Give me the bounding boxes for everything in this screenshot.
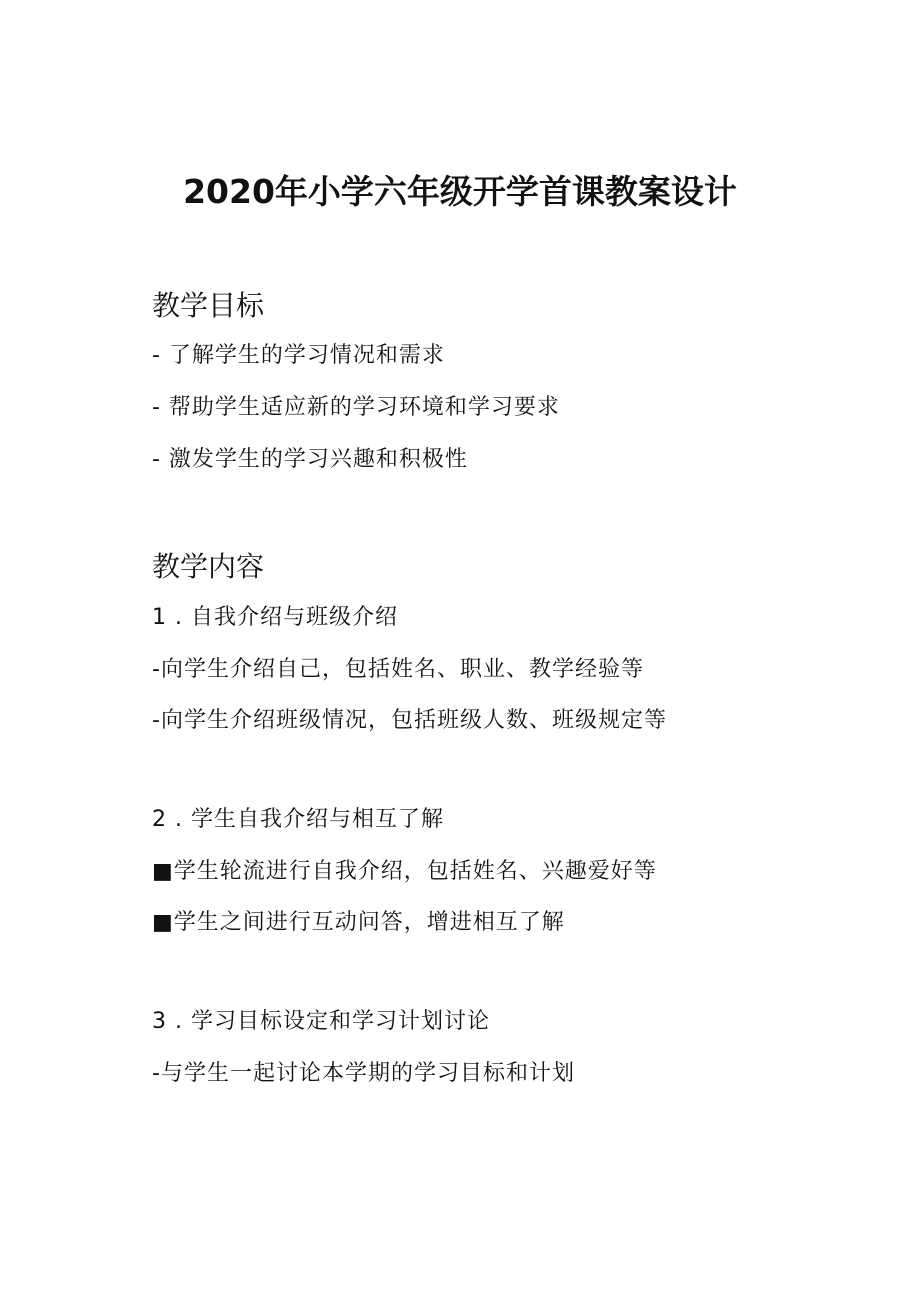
content-step-heading: 3 . 学习目标设定和学习计划讨论 — [152, 1009, 490, 1034]
content-item: ■学生轮流进行自我介绍，包括姓名、兴趣爱好等 — [152, 859, 657, 884]
section-heading-objectives: 教学目标 — [152, 289, 265, 322]
content-item: ■学生之间进行互动问答，增进相互了解 — [152, 910, 565, 935]
objective-item: - 激发学生的学习兴趣和积极性 — [152, 447, 468, 472]
content-item: -与学生一起讨论本学期的学习目标和计划 — [152, 1061, 575, 1086]
content-item: -向学生介绍班级情况，包括班级人数、班级规定等 — [152, 708, 667, 733]
objective-item: - 帮助学生适应新的学习环境和学习要求 — [152, 395, 560, 420]
content-step-heading: 1 . 自我介绍与班级介绍 — [152, 605, 398, 630]
content-step-heading: 2 . 学生自我介绍与相互了解 — [152, 807, 444, 832]
section-heading-content: 教学内容 — [152, 550, 265, 583]
page-title: 2020年小学六年级开学首课教案设计 — [183, 172, 737, 211]
content-item: -向学生介绍自己，包括姓名、职业、教学经验等 — [152, 657, 644, 682]
objective-item: - 了解学生的学习情况和需求 — [152, 343, 445, 368]
